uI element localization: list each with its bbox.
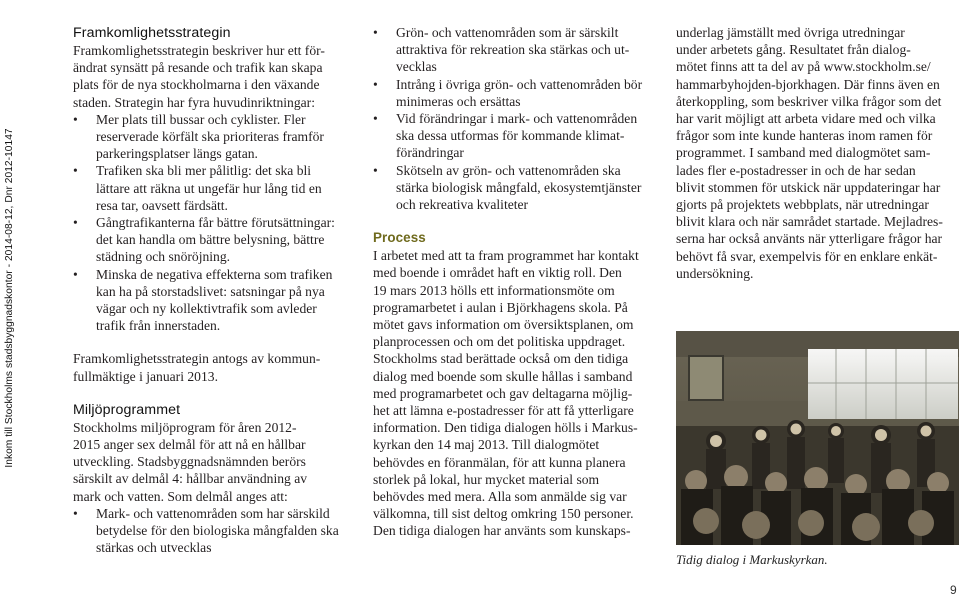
- environment-paragraph: Stockholms miljöprogram för åren 2012- 2015 anger sex delmål för att nå en hållbar utveckling. Stadsbyggnadsnämnden berörs särskilt av delmål 4: hållbar användning av mark och vatten. Som delmål anges att:: [73, 419, 308, 504]
- list-item: • Vid förändringar i mark- och vattenområden ska dessa utformas för kommande klimat- förändringar: [373, 111, 638, 161]
- bullet-icon: •: [373, 162, 378, 178]
- bullet-icon: •: [373, 111, 378, 127]
- bullet-icon: •: [73, 215, 78, 231]
- heading-process: Process: [373, 230, 426, 246]
- list-item: • Minska de negativa effekterna som trafiken kan ha på storstadslivet: satsningar på nya vägar och ny kollektivtrafik som avleder trafik från innerstaden.: [73, 266, 333, 334]
- list-item: • Trafiken ska bli mer pålitlig: det ska bli lättare att räkna ut ungefär hur lång tid en resa tar, oavsett färdsätt.: [73, 163, 322, 213]
- photo-caption: Tidig dialog i Markuskyrkan.: [676, 552, 828, 567]
- page-number: 9: [950, 583, 957, 597]
- bullet-icon: •: [73, 505, 78, 521]
- list-item: • Mer plats till bussar och cyklister. Fler reserverade körfält ska prioriteras framför parkeringsplatser längs gatan.: [73, 111, 324, 162]
- list-item: • Gångtrafikanterna får bättre förutsättningar: det kan handla om bättre belysning, bättre städning och snöröjning.: [73, 215, 335, 265]
- photo-illustration: [676, 331, 959, 545]
- bullet-icon: •: [73, 266, 78, 282]
- bullet-icon: •: [373, 76, 378, 92]
- heading-miljoprogrammet: Miljöprogrammet: [73, 401, 181, 418]
- list-item: • Intrång i övriga grön- och vattenområden bör minimeras och ersättas: [373, 76, 643, 109]
- environment-list-continued: [373, 24, 663, 213]
- dialog-paragraph: underlag jämställt med övriga utredningar under arbetets gång. Resultatet från dialog- mötet finns att ta del av på www.stockholm.se/ hammarbyhojden-bjorkhagen. Där finns även en återkoppling, som beskriver vilka frågor som det har varit möjligt att arbeta vidare med och vilka frågor som inte kunde hanteras inom ramen för programmet. I samband med dialogmötet sam- lades fler e-postadresser in och de har sedan blivit stommen för utskick när uppdateringar har gjorts på projektets webbplats, när utredningar blivit klara och när samrådet startade. Mejladres- serna har också använts när ytterligare frågor har behövt få svar, exempelvis för en enklare enkät- undersökning.: [676, 25, 943, 281]
- stamp-text: Inkom till Stockholms stadsbyggnadskontor - 2014-08-12, Dnr 2012-10147: [4, 128, 15, 468]
- list-item: • Skötseln av grön- och vattenområden ska stärka biologisk mångfald, ekosystemtjänster och rekreativa kvaliteter: [373, 162, 642, 213]
- column-3: [676, 24, 960, 282]
- bullet-icon: •: [73, 163, 78, 179]
- list-item: • Mark- och vattenområden som har särskild betydelse för den biologiska mångfalden ska stärkas och utvecklas: [73, 505, 339, 556]
- heading-framkomlighetsstrategin: Framkomlighetsstrategin: [73, 25, 231, 41]
- strategy-list: [73, 111, 359, 335]
- intro-paragraph: Framkomlighetsstrategin beskriver hur ett för- ändrat synsätt på resande och trafik kan skapa plats för de nya stockholmarna i den växande staden. Strategin har fyra huvudinriktningar:: [73, 43, 325, 110]
- church-dialog-photo: [676, 331, 959, 545]
- process-paragraph: I arbetet med att ta fram programmet har kontakt med boende i området haft en viktig roll. Den 19 mars 2013 hölls ett informationsmöte om programarbetet i aulan i Björkhagens skola. På mötet gavs information om översiktsplanen, om planprocessen och om det politiska uppdraget. Stockholms stad berättade också om den tidiga dialog med boende som skulle hållas i samband med programarbetet och gav deltagarna möjlig- het att lämna e-postadresser för att få ytterligare information. Den tidiga dialogen hölls i Markus- kyrkan den 14 maj 2013. Till dialogmötet behövdes en föranmälan, för att kunna planera storlek på lokal, hur mycket material som behövdes med mera. Alla som anmälde sig var välkomna, till sist deltog omkring 150 personer. Den tidiga dialogen har använts som kunskaps-: [373, 248, 639, 539]
- sidebar-stamp: [0, 0, 22, 603]
- bullet-icon: •: [373, 25, 378, 40]
- column-1: [73, 24, 359, 556]
- bullet-icon: •: [73, 111, 78, 127]
- environment-list: [73, 505, 359, 557]
- column-2: [373, 24, 663, 540]
- adopted-paragraph: Framkomlighetsstrategin antogs av kommun- fullmäktige i januari 2013.: [73, 351, 321, 384]
- list-item: • Grön- och vattenområden som är särskilt attraktiva för rekreation ska stärkas och ut- vecklas: [373, 25, 630, 75]
